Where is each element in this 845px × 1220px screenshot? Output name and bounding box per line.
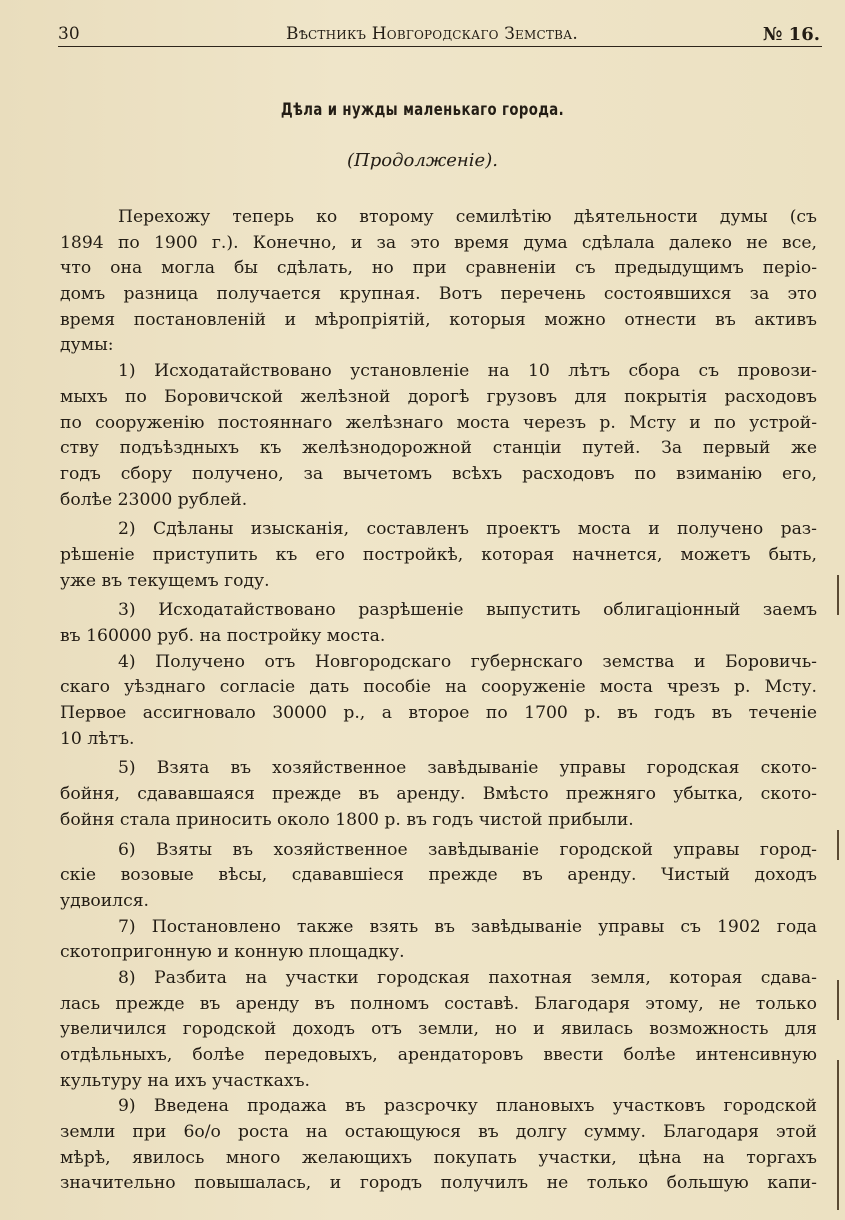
text-line: Перехожу теперь ко второму семилѣтію дѣятельности думы (съ: [118, 207, 817, 227]
text-line: что она могла бы сдѣлать, но при сравненіи съ предыдущимъ періо-: [60, 258, 817, 279]
page-number: 30: [58, 24, 80, 44]
margin-mark: [837, 575, 839, 615]
text-line: скаго уѣзднаго согласіе дать пособіе на сооруженіе моста чрезъ р. Мсту.: [60, 677, 817, 698]
text-line: 1894 по 1900 г.). Конечно, и за это время дума сдѣлала далеко не все,: [60, 232, 817, 253]
text-line: земли при 6о/о роста на остающуюся въ долгу сумму. Благодаря этой: [60, 1122, 817, 1143]
text-line: лась прежде въ аренду въ полномъ составѣ. Благодаря этому, не только: [60, 993, 817, 1014]
text-line: годъ сбору получено, за вычетомъ всѣхъ расходовъ по взиманію его,: [60, 463, 817, 484]
article-subtitle: (Продолженіе).: [347, 150, 498, 171]
text-line: 9) Введена продажа въ разсрочку плановыхъ участковъ городской: [118, 1096, 817, 1117]
text-line: скіе возовые вѣсы, сдававшіеся прежде въ аренду. Чистый доходъ: [60, 865, 817, 886]
text-line: мѣрѣ, явилось много желающихъ покупать участки, цѣна на торгахъ: [60, 1147, 817, 1168]
text-line: домъ разница получается крупная. Вотъ перечень состоявшихся за это: [60, 284, 817, 305]
text-line: 5) Взята въ хозяйственное завѣдываніе управы городская ското-: [118, 758, 817, 779]
text-line: 4) Получено отъ Новгородскаго губернскаго земства и Боровичь-: [118, 651, 817, 672]
running-header: [58, 22, 820, 48]
text-line: въ 160000 руб. на постройку моста.: [60, 626, 386, 646]
text-line: 10 лѣтъ.: [60, 728, 135, 749]
text-line: думы:: [60, 335, 114, 356]
text-line: 2) Сдѣланы изысканія, составленъ проектъ моста и получено раз-: [118, 519, 817, 540]
text-line: время постановленій и мѣропріятій, которыя можно отнести въ активъ: [60, 309, 817, 330]
text-line: Первое ассигновало 30000 р., а второе по 1700 р. въ годъ въ теченіе: [60, 703, 817, 724]
text-line: по сооруженію постояннаго желѣзнаго моста черезъ р. Мсту и по устрой-: [60, 412, 817, 433]
text-line: значительно повышалась, и городъ получилъ не только большую капи-: [60, 1173, 817, 1194]
text-line: 8) Разбита на участки городская пахотная земля, которая сдава-: [118, 967, 817, 988]
text-line: бойня, сдававшаяся прежде въ аренду. Вмѣсто прежняго убытка, ското-: [60, 784, 817, 805]
text-line: удвоился.: [60, 890, 150, 911]
text-line: бойня стала приносить около 1800 р. въ годъ чистой прибыли.: [60, 809, 634, 830]
article-body: [60, 205, 817, 1197]
article-title: Дѣла и нужды маленькаго города.: [280, 100, 565, 120]
journal-title: Вѣстникъ Новгородскаго Земства.: [286, 24, 578, 44]
text-line: рѣшеніе приступить къ его постройкѣ, которая начнется, можетъ быть,: [60, 544, 817, 565]
text-line: увеличился городской доходъ отъ земли, но и явилась возможность для: [60, 1019, 817, 1040]
text-line: отдѣльныхъ, болѣе передовыхъ, арендаторовъ ввести болѣе интенсивную: [60, 1045, 817, 1065]
text-line: болѣе 23000 рублей.: [60, 489, 248, 510]
header-rule: [58, 46, 822, 47]
text-line: 3) Исходатайствовано разрѣшеніе выпустить облигаціонный заемъ: [118, 600, 817, 621]
text-line: мыхъ по Боровичской желѣзной дорогѣ грузовъ для покрытія расходовъ: [60, 386, 817, 407]
margin-mark: [837, 830, 839, 860]
text-line: 6) Взяты въ хозяйственное завѣдываніе городской управы город-: [118, 839, 817, 860]
margin-mark: [837, 1060, 839, 1210]
margin-mark: [837, 980, 839, 1020]
text-line: скотопригонную и конную площадку.: [60, 942, 405, 963]
text-line: 7) Постановлено также взять въ завѣдываніе управы съ 1902 года: [118, 916, 817, 937]
text-line: ству подъѣздныхъ къ желѣзнодорожной станціи путей. За первый же: [60, 438, 817, 459]
text-line: культуру на ихъ участкахъ.: [60, 1070, 310, 1091]
text-line: уже въ текущемъ году.: [60, 570, 270, 591]
issue-number: № 16.: [762, 24, 820, 45]
text-line: 1) Исходатайствовано установленіе на 10 лѣтъ сбора съ провози-: [118, 361, 817, 382]
